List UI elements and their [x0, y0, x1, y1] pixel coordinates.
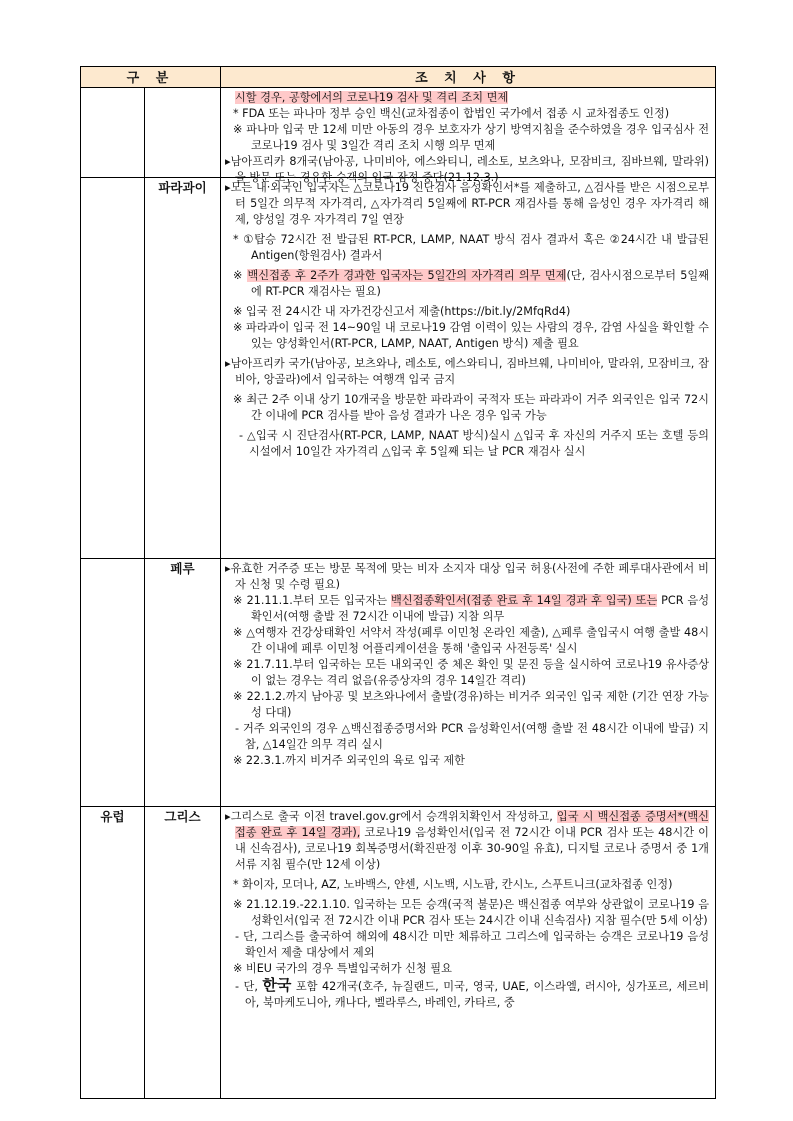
table-header-row	[81, 67, 716, 88]
highlight-text: 입국 시 백신접종 증명서*(백신접종 완료 후 14일 경과),	[235, 810, 709, 839]
header-category: 구 분	[81, 67, 221, 88]
table-row-greece	[81, 807, 716, 1099]
note-children: ※ 파나마 입국 만 12세 미만 아동의 경우 보호자가 상기 방역지침을 준수하였을 경우 입국심사 전 코로나19 검사 및 3일간 격리 조치 시행 의무 면제	[233, 123, 709, 152]
country-label-paraguay: 파라과이	[145, 178, 221, 559]
region-cell	[81, 88, 145, 178]
highlight-text: 백신접종 후 2주가 경과한 입국자는 5일간의 자가격리 의무 면제	[247, 269, 567, 282]
table-row-peru	[81, 559, 716, 807]
note-non-eu-permit: ※ 비EU 국가의 경우 특별입국허가 신청 필요	[233, 962, 452, 975]
bullet-southern-africa: ▸남아프리카 8개국(남아공, 나미비아, 에스와티니, 레소토, 보츠와나, 모잠비크, 짐바브웨, 말라위)을 방문 또는 경유한 승객의 입국 잠정 중단(21.12.3.)	[225, 155, 709, 184]
header-measures: 조 치 사 항	[221, 67, 716, 88]
highlight-text: 시할 경우, 공항에서의 코로나19 검사 및 격리 조치 면제	[235, 91, 509, 104]
region-cell	[81, 178, 145, 559]
measures-cell	[221, 559, 716, 807]
bullet-entry-rules: ▸모든 내·외국인 입국자는 △코로나19 진단검사 음성확인서*를 제출하고, △검사를 받은 시점으로부터 5일간 의무적 자가격리, △자가격리 5일째에 RT-PCR 재검사를 통해 음성인 경우 자가격리 해제, 양성일 경우 자가격리 7일 연장	[225, 181, 709, 226]
note-vaccinated-exemption: ※ 백신접종 후 2주가 경과한 입국자는 5일간의 자가격리 의무 면제(단, 검사시점으로부터 5일째에 RT-PCR 재검사는 필요)	[233, 269, 709, 298]
country-label-peru: 페루	[145, 559, 221, 807]
note-health-pledge: ※ △여행자 건강상태확인 서약서 작성(페루 이민청 온라인 제출), △페루 출입국시 여행 출발 48시간 이내에 페루 이민청 어플리케이션을 통해 '출입국 사전등록' 실시	[233, 626, 709, 655]
bullet-southern-africa-ban: ▸남아프리카 국가(남아공, 보츠와나, 레소토, 에스와티니, 짐바브웨, 나미비아, 말라위, 모잠비크, 잠비아, 앙골라)에서 입국하는 여행객 입국 금지	[225, 357, 709, 386]
country-label-greece: 그리스	[145, 807, 221, 1099]
measures-cell	[221, 807, 716, 1099]
country-cell	[145, 88, 221, 178]
note-test-types: * ①탑승 72시간 전 발급된 RT-PCR, LAMP, NAAT 방식 검사 결과서 혹은 ②24시간 내 발급된 Antigen(항원검사) 결과서	[233, 233, 709, 262]
note-health-declaration: ※ 입국 전 24시간 내 자가건강신고서 제출(https://bit.ly/2MfqRd4)	[233, 305, 571, 318]
measures-cell	[221, 88, 716, 184]
note-south-africa-restriction: ※ 22.1.2.까지 남아공 및 보츠와나에서 출발(경유)하는 비거주 외국인 입국 제한 (기간 연장 가능성 다대)	[233, 690, 709, 719]
highlight-text: 백신접종확인서(접종 완료 후 14일 경과 후 입국) 또는	[390, 594, 658, 607]
bullet-visa: ▸유효한 거주증 또는 방문 목적에 맞는 비자 소지자 대상 입국 허용(사전에 주한 페루대사관에서 비자 신청 및 수령 필요)	[225, 562, 709, 591]
note-negative-test: ※ 21.12.19.-22.1.10. 입국하는 모든 승객(국적 불문)은 백신접종 여부와 상관없이 코로나19 음성확인서(입국 전 72시간 이내 PCR 검사 또는 24시간 이내 신속검사) 지참 필수(만 5세 이상)	[233, 898, 709, 927]
bullet-entry-documents: ▸그리스로 출국 이전 travel.gov.gr에서 승객위치확인서 작성하고, 입국 시 백신접종 증명서*(백신접종 완료 후 14일 경과), 코로나19 음성확인서(입국 전 72시간 이내 PCR 검사 또는 48시간 이내 신속검사), 코로나19 회복증명서(확진판정 이후 30-90일 유효), 디지털 코로나 증명서 중 1개 서류 지침 필수(만 12세 이상)	[225, 810, 709, 871]
measures-table	[80, 66, 716, 1099]
measures-cell	[221, 178, 716, 559]
note-residents-exception: ※ 최근 2주 이내 상기 10개국을 방문한 파라과이 국적자 또는 파라과이 거주 외국인은 입국 72시간 이내에 PCR 검사를 받아 음성 결과가 나온 경우 입국 가능	[233, 393, 709, 422]
dash-exempt-countries: - 단, 한국 포함 42개국(호주, 뉴질랜드, 미국, 영국, UAE, 이스라엘, 러시아, 싱가포르, 세르비아, 북마케도니아, 캐나다, 벨라루스, 바레인, 카타르, 중	[235, 976, 710, 1009]
dash-short-stay-exception: - 단, 그리스를 출국하여 해외에 48시간 미만 체류하고 그리스에 입국하는 승객은 코로나19 음성확인서 제출 대상에서 제외	[235, 930, 710, 959]
note-vaccine-certificate: ※ 21.11.1.부터 모든 입국자는 백신접종확인서(접종 완료 후 14일 경과 후 입국) 또는 PCR 음성확인서(여행 출발 전 72시간 이내에 발급) 지참 의무	[233, 594, 709, 623]
region-cell	[81, 559, 145, 807]
note-prior-infection: ※ 파라과이 입국 전 14~90일 내 코로나19 감염 이력이 있는 사람의 경우, 감염 사실을 확인할 수 있는 양성확인서(RT-PCR, LAMP, NAAT, Antigen 방식) 제출 필요	[233, 321, 709, 350]
table-row-panama	[81, 88, 716, 178]
note-accepted-vaccines: * 화이자, 모더나, AZ, 노바백스, 얀센, 시노백, 시노팜, 칸시노, 스푸트니크(교차접종 인정)	[233, 878, 673, 891]
table-row-paraguay	[81, 178, 716, 559]
dash-resident-foreigners: - 거주 외국인의 경우 △백신접종증명서와 PCR 음성확인서(여행 출발 전 48시간 이내에 발급) 지참, △14일간 의무 격리 실시	[235, 722, 709, 751]
korea-emphasis: 한국	[262, 976, 292, 994]
note-temperature-check: ※ 21.7.11.부터 입국하는 모든 내외국인 중 체온 확인 및 문진 등을 실시하여 코로나19 유사증상이 없는 경우는 격리 없음(유증상자의 경우 14일간 격리)	[233, 658, 709, 687]
region-label-europe: 유럽	[81, 807, 145, 1099]
note-land-entry: ※ 22.3.1.까지 비거주 외국인의 육로 입국 제한	[233, 754, 465, 767]
dash-quarantine-steps: - △입국 시 진단검사(RT-PCR, LAMP, NAAT 방식)실시 △입국 후 자신의 거주지 또는 호텔 등의 시설에서 10일간 자가격리 △입국 후 5일째 되는 날 PCR 재검사 실시	[239, 429, 709, 458]
note-vaccine: * FDA 또는 파나마 정부 승인 백신(교차접종이 합법인 국가에서 접종 시 교차접종도 인정)	[233, 107, 670, 120]
